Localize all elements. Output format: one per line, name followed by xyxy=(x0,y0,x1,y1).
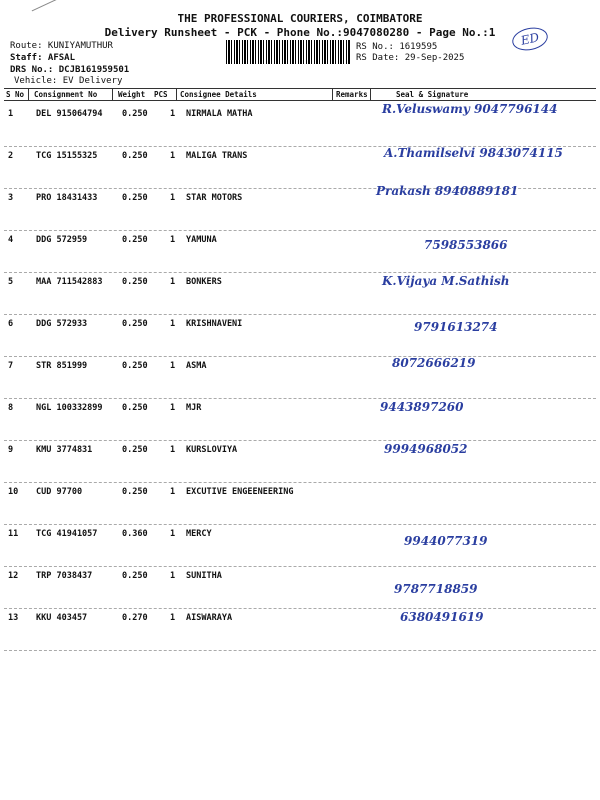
table-row xyxy=(4,482,596,525)
table-row xyxy=(4,608,596,651)
col-consignee: Consignee Details xyxy=(180,90,257,99)
col-weight: Weight xyxy=(118,90,146,99)
row-weight: 0.250 xyxy=(122,445,148,455)
row-consignment: DDG 572933 xyxy=(36,319,88,329)
handwritten-signature: 9994968052 xyxy=(384,442,468,456)
divider xyxy=(370,88,371,100)
table-row xyxy=(4,566,596,609)
barcode xyxy=(226,40,350,64)
table-header xyxy=(4,88,596,101)
row-sno: 13 xyxy=(8,613,19,623)
row-consignee: EXCUTIVE ENGEENEERING xyxy=(186,487,294,497)
table-row xyxy=(4,104,596,147)
row-sno: 2 xyxy=(8,151,14,161)
row-consignee: STAR MOTORS xyxy=(186,193,243,203)
table-row xyxy=(4,272,596,315)
row-sno: 10 xyxy=(8,487,19,497)
row-consignee: NIRMALA MATHA xyxy=(186,109,253,119)
divider xyxy=(112,88,113,100)
row-consignee: BONKERS xyxy=(186,277,222,287)
row-consignment: TCG 41941057 xyxy=(36,529,98,539)
row-pcs: 1 xyxy=(170,445,176,455)
row-weight: 0.250 xyxy=(122,403,148,413)
rs-date: RS Date: 29-Sep-2025 xyxy=(356,53,465,63)
handwritten-signature: 8072666219 xyxy=(392,356,476,370)
row-pcs: 1 xyxy=(170,193,176,203)
row-sno: 8 xyxy=(8,403,14,413)
row-consignee: MJR xyxy=(186,403,202,413)
row-pcs: 1 xyxy=(170,151,176,161)
table-row xyxy=(4,398,596,441)
table-row xyxy=(4,524,596,567)
rs-number: RS No.: 1619595 xyxy=(356,42,438,52)
row-weight: 0.250 xyxy=(122,109,148,119)
row-consignee: ASMA xyxy=(186,361,207,371)
table-row xyxy=(4,184,596,231)
table-row xyxy=(4,356,596,399)
row-pcs: 1 xyxy=(170,319,176,329)
row-consignment: TCG 15155325 xyxy=(36,151,98,161)
divider xyxy=(176,88,177,100)
row-weight: 0.250 xyxy=(122,193,148,203)
row-consignee: MALIGA TRANS xyxy=(186,151,248,161)
table-row xyxy=(4,230,596,273)
company-title: THE PROFESSIONAL COURIERS, COIMBATORE xyxy=(177,12,423,25)
row-consignment: NGL 100332899 xyxy=(36,403,103,413)
handwritten-signature: R.Veluswamy 9047796144 xyxy=(382,102,558,116)
col-pcs: PCS xyxy=(154,90,168,99)
row-consignment: KMU 3774831 xyxy=(36,445,93,455)
table-row xyxy=(4,440,596,483)
route-label: Route: KUNIYAMUTHUR xyxy=(10,41,113,51)
row-pcs: 1 xyxy=(170,109,176,119)
row-pcs: 1 xyxy=(170,571,176,581)
drs-label: DRS No.: DCJB161959501 xyxy=(10,65,130,75)
handwritten-signature: A.Thamilselvi 9843074115 xyxy=(384,146,563,160)
col-remarks: Remarks xyxy=(336,90,368,99)
row-weight: 0.250 xyxy=(122,487,148,497)
row-consignment: STR 851999 xyxy=(36,361,88,371)
row-consignment: KKU 403457 xyxy=(36,613,88,623)
row-consignment: DDG 572959 xyxy=(36,235,88,245)
row-consignee: AISWARAYA xyxy=(186,613,233,623)
divider xyxy=(28,88,29,100)
row-sno: 7 xyxy=(8,361,14,371)
row-sno: 12 xyxy=(8,571,19,581)
divider xyxy=(332,88,333,100)
row-sno: 3 xyxy=(8,193,14,203)
row-weight: 0.250 xyxy=(122,571,148,581)
col-sno: S No xyxy=(6,90,25,99)
table-row xyxy=(4,314,596,357)
handwritten-signature: 9791613274 xyxy=(414,320,498,334)
row-pcs: 1 xyxy=(170,487,176,497)
row-sno: 6 xyxy=(8,319,14,329)
row-pcs: 1 xyxy=(170,235,176,245)
initials-stamp: ED xyxy=(510,24,550,53)
row-pcs: 1 xyxy=(170,613,176,623)
handwritten-signature: 9787718859 xyxy=(394,582,478,596)
handwritten-signature: 6380491619 xyxy=(400,610,484,624)
row-weight: 0.250 xyxy=(122,151,148,161)
row-weight: 0.250 xyxy=(122,277,148,287)
row-weight: 0.250 xyxy=(122,235,148,245)
row-sno: 9 xyxy=(8,445,14,455)
runsheet-subtitle: Delivery Runsheet - PCK - Phone No.:9047080280 - Page No.:1 xyxy=(104,26,496,39)
row-consignee: KRISHNAVENI xyxy=(186,319,243,329)
row-consignment: CUD 97700 xyxy=(36,487,83,497)
row-weight: 0.360 xyxy=(122,529,148,539)
row-consignment: MAA 711542883 xyxy=(36,277,103,287)
row-sno: 5 xyxy=(8,277,14,287)
row-weight: 0.250 xyxy=(122,319,148,329)
row-pcs: 1 xyxy=(170,277,176,287)
handwritten-signature: K.Vijaya M.Sathish xyxy=(382,274,510,288)
row-pcs: 1 xyxy=(170,361,176,371)
row-consignment: DEL 915064794 xyxy=(36,109,103,119)
row-sno: 4 xyxy=(8,235,14,245)
vehicle-label: Vehicle: EV Delivery xyxy=(14,76,123,86)
handwritten-signature: 9944077319 xyxy=(404,534,488,548)
row-consignee: YAMUNA xyxy=(186,235,217,245)
row-pcs: 1 xyxy=(170,529,176,539)
col-signature: Seal & Signature xyxy=(396,90,469,99)
col-consignment: Consignment No xyxy=(34,90,98,99)
row-consignment: PRO 18431433 xyxy=(36,193,98,203)
row-sno: 1 xyxy=(8,109,14,119)
row-sno: 11 xyxy=(8,529,19,539)
scan-mark xyxy=(32,0,69,11)
row-pcs: 1 xyxy=(170,403,176,413)
row-consignment: TRP 7038437 xyxy=(36,571,93,581)
staff-label: Staff: AFSAL xyxy=(10,53,76,63)
row-weight: 0.250 xyxy=(122,361,148,371)
row-weight: 0.270 xyxy=(122,613,148,623)
row-consignee: MERCY xyxy=(186,529,212,539)
table-row xyxy=(4,146,596,189)
handwritten-signature: 7598553866 xyxy=(424,238,508,252)
handwritten-signature: 9443897260 xyxy=(380,400,464,414)
handwritten-signature: Prakash 8940889181 xyxy=(376,184,519,198)
row-consignee: KURSLOVIYA xyxy=(186,445,238,455)
row-consignee: SUNITHA xyxy=(186,571,222,581)
